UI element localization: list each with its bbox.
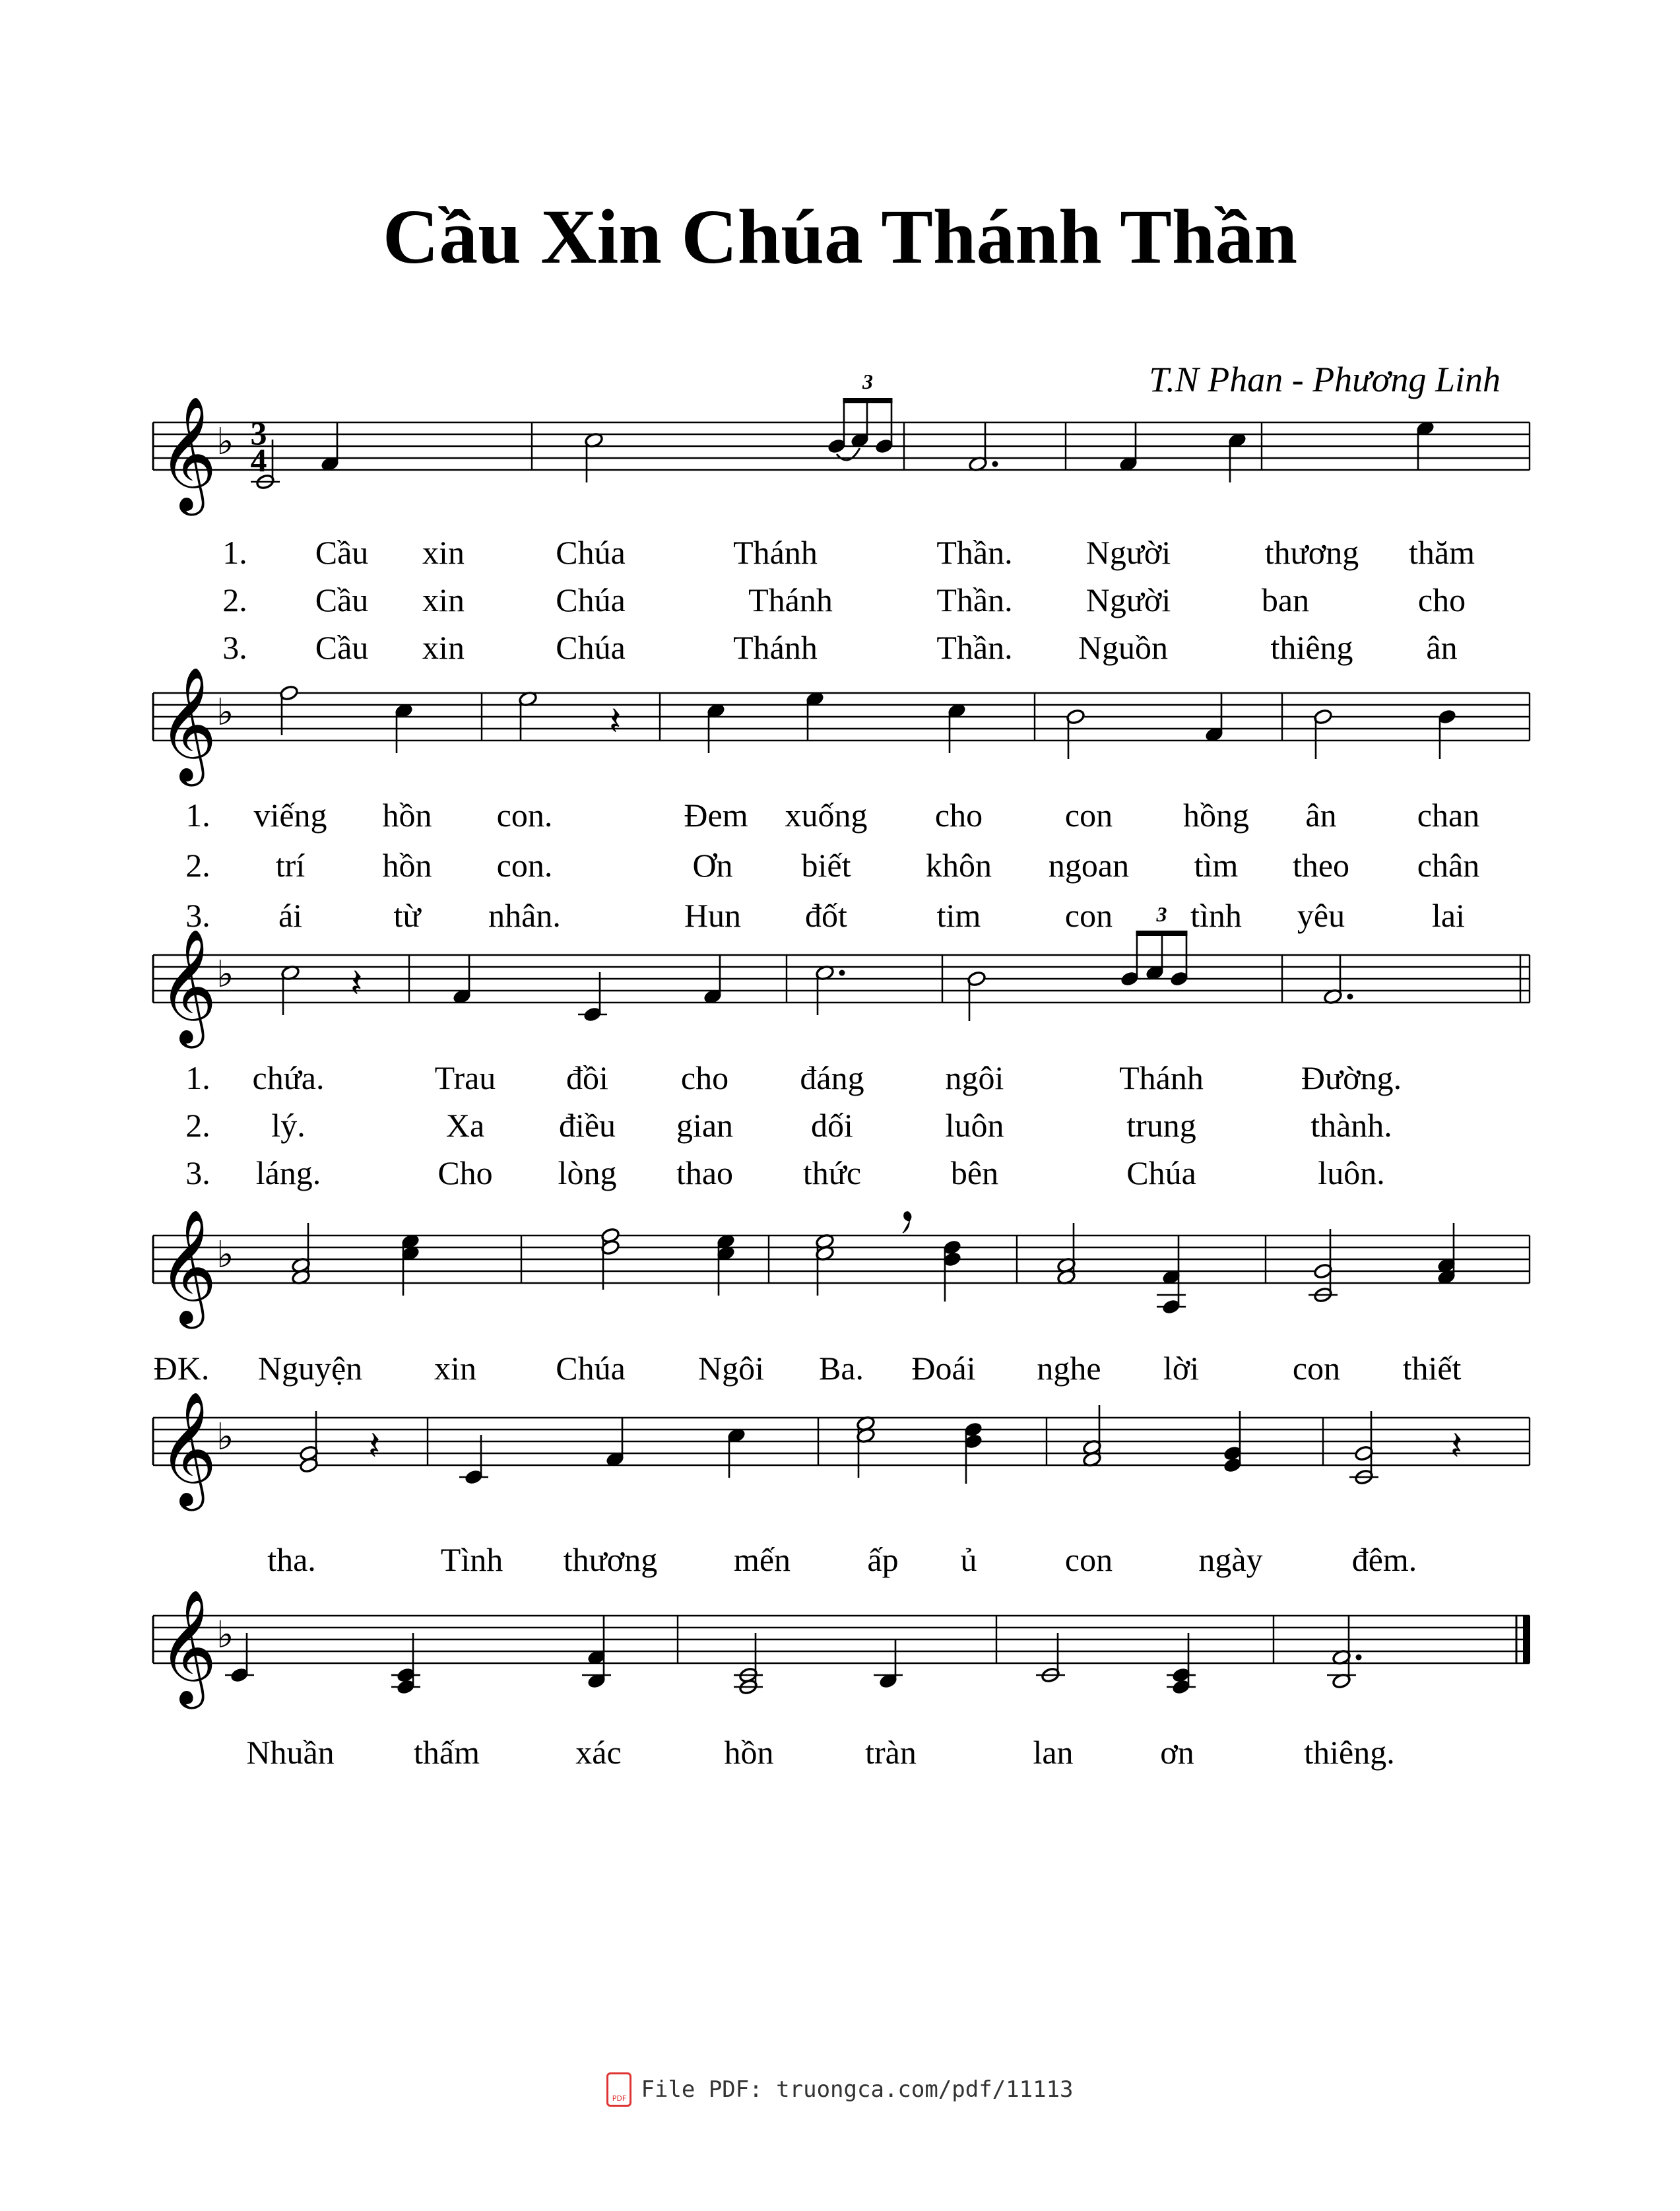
note [734,1633,763,1696]
quarter-rest-icon: 𝄽 [350,960,363,1006]
lyric-syllable: thấm [414,1734,480,1771]
key-signature-flat-icon: ♭ [216,420,234,463]
lyric-syllable: lòng [558,1154,617,1191]
lyric-syllable: theo [1292,847,1350,884]
lyric-syllable: luôn. [1318,1154,1385,1191]
lyric-syllable: thăm [1409,534,1475,571]
lyric-syllable: chân [1417,847,1480,884]
lyric-syllable: Thần. [936,581,1013,618]
quarter-rest-icon: 𝄽 [1450,1423,1463,1469]
verse-number: 3. [185,1154,210,1191]
verse-number: 3. [222,629,247,666]
lyric-syllable: Ba. [818,1350,864,1387]
lyric-syllable: tha. [267,1541,316,1578]
treble-clef-icon: 𝄞 [158,1209,217,1324]
lyric-syllable: Tình [440,1541,503,1578]
verse-number: 2. [185,1107,210,1144]
lyric-syllable: Nhuần [246,1734,335,1771]
lyric-syllable: Thánh [733,534,818,571]
key-signature-flat-icon: ♭ [216,1416,234,1459]
note [874,1639,903,1690]
lyric-syllable: cho [1417,581,1466,618]
lyric-syllable: tình [1190,897,1242,934]
lyric-syllable: lời [1163,1350,1200,1387]
lyric-syllable: Đem [684,797,748,834]
lyric-syllable: Đường. [1301,1059,1402,1096]
lyric-syllable: tìm [1194,847,1239,884]
lyric-syllable: chan [1417,797,1480,834]
note [1167,1633,1196,1696]
treble-clef-icon: 𝄞 [158,1589,217,1704]
lyric-syllable: tim [936,897,981,934]
treble-clef-icon: 𝄞 [158,929,217,1043]
lyric-syllable: Thánh [1119,1059,1204,1096]
treble-clef-icon: 𝄞 [158,667,217,781]
lyric-syllable: hồn [724,1734,774,1771]
lyric-syllable: Thần. [936,534,1013,571]
verse-number: 3. [185,897,210,934]
lyric-syllable: lan [1033,1734,1074,1771]
lyric-syllable: xin [422,581,465,618]
lyric-syllable: Thánh [733,629,818,666]
lyric-syllable: thành. [1310,1107,1392,1144]
lyric-syllable: Chúa [556,629,626,666]
lyric-syllable: con [1064,897,1113,934]
lyric-syllable: Cầu [315,629,369,666]
lyric-syllable: thiết [1402,1350,1462,1387]
lyric-syllable: viếng [253,797,327,834]
lyric-syllable: Chúa [1126,1154,1196,1191]
verse-number: 1. [222,534,247,571]
lyric-syllable: chứa. [252,1059,325,1096]
lyric-syllable: ngoan [1048,847,1130,884]
verse-number: 1. [185,797,210,834]
lyric-syllable: hồn [382,797,432,834]
composer-credit: T.N Phan - Phương Linh [1149,360,1501,399]
lyric-syllable: hồng [1183,797,1249,834]
tuplet-label: 3 [862,370,873,393]
lyric-syllable: xác [575,1734,622,1771]
lyric-syllable: Cho [437,1154,493,1191]
lyric-syllable: trí [275,847,306,884]
lyric-syllable: Thần. [936,629,1013,666]
lyric-syllable: Ngôi [698,1350,764,1387]
lyric-syllable: con [1064,1541,1113,1578]
lyric-syllable: Ơn [692,847,733,884]
lyric-syllable: nghe [1037,1350,1101,1387]
key-signature-flat-icon: ♭ [216,691,234,734]
lyric-syllable: khôn [926,847,992,884]
lyric-syllable: Nguồn [1078,629,1169,666]
note [1036,1633,1065,1684]
lyric-syllable: trung [1126,1107,1196,1144]
lyric-syllable: cho [934,797,983,834]
lyric-syllable: con. [496,847,553,884]
key-signature-flat-icon: ♭ [216,1614,234,1657]
lyric-syllable: Cầu [315,534,369,571]
lyric-syllable: đêm. [1351,1541,1417,1578]
lyric-syllable: biết [801,847,851,884]
lyric-syllable: ân [1426,629,1458,666]
lyric-syllable: lai [1432,897,1465,934]
key-signature-flat-icon: ♭ [216,1234,234,1276]
lyric-syllable: ngày [1198,1541,1263,1578]
lyric-syllable: thiêng [1270,629,1353,666]
treble-clef-icon: 𝄞 [158,396,217,511]
lyric-syllable: thức [802,1154,862,1191]
tuplet-label: 3 [1156,902,1167,926]
note [391,1633,420,1696]
time-signature-bottom: 4 [250,442,267,478]
verse-number: 2. [185,847,210,884]
refrain-label: ĐK. [153,1350,210,1387]
lyric-syllable: Cầu [315,581,369,618]
lyric-syllable: xuống [785,797,868,834]
lyric-syllable: từ [393,897,421,934]
note [1327,1615,1362,1690]
lyric-syllable: Đoái [911,1350,976,1387]
lyric-syllable: cho [680,1059,729,1096]
lyric-syllable: dối [811,1107,853,1144]
lyric-syllable: ân [1305,797,1337,834]
lyric-syllable: gian [676,1107,734,1144]
verse-number: 1. [185,1059,210,1096]
lyric-syllable: thương [1264,534,1359,571]
lyric-syllable: lý. [271,1107,306,1144]
quarter-rest-icon: 𝄽 [368,1423,381,1469]
verse-number: 2. [222,581,247,618]
lyric-syllable: ơn [1160,1734,1194,1771]
lyric-syllable: điều [558,1107,616,1144]
lyric-syllable: Nguyện [257,1350,363,1387]
song-title: Cầu Xin Chúa Thánh Thần [382,193,1298,280]
lyric-syllable: ủ [960,1541,977,1578]
lyric-syllable: Xa [445,1107,485,1144]
lyric-syllable: con [1292,1350,1341,1387]
augmentation-dot [1356,1655,1362,1661]
lyric-syllable: thao [676,1154,734,1191]
lyric-syllable: Trau [434,1059,496,1096]
key-signature-flat-icon: ♭ [216,953,234,996]
lyric-syllable: luôn [945,1107,1004,1144]
lyric-syllable: Người [1085,581,1171,618]
lyric-syllable: láng. [255,1154,321,1191]
lyric-syllable: xin [434,1350,476,1387]
lyric-line [0,1736,1680,1775]
lyric-syllable: con. [496,797,553,834]
lyric-syllable: thiêng. [1304,1734,1395,1771]
footer-link-text[interactable]: File PDF: truongca.com/pdf/11113 [641,2076,1074,2103]
lyric-syllable: ấp [867,1541,899,1578]
lyric-syllable: Thánh [748,581,833,618]
lyric-syllable: đồi [566,1059,608,1096]
pdf-icon-label: PDF [612,2094,627,2103]
lyric-syllable: ngôi [945,1059,1004,1096]
time-signature-top: 3 [250,414,267,451]
lyric-syllable: Chúa [556,581,626,618]
treble-clef-icon: 𝄞 [158,1391,217,1506]
lyric-syllable: ban [1261,581,1310,618]
lyric-syllable: Hun [684,897,742,934]
lyric-syllable: xin [422,534,465,571]
lyric-syllable: bên [950,1154,999,1191]
lyric-syllable: ái [278,897,303,934]
lyric-syllable: đáng [800,1059,864,1096]
lyric-syllable: xin [422,629,465,666]
final-barline-thick [1523,1616,1530,1663]
lyric-syllable: đốt [805,897,847,934]
lyric-syllable: yêu [1297,897,1345,934]
lyric-syllable: hồn [382,847,432,884]
lyric-syllable: tràn [865,1734,917,1771]
lyric-syllable: Người [1085,534,1171,571]
lyric-syllable: Chúa [556,1350,626,1387]
lyric-syllable: nhân. [488,897,561,934]
lyric-syllable: Chúa [556,534,626,571]
footer[interactable] [0,2072,1680,2107]
quarter-rest-icon: 𝄽 [609,698,622,744]
lyric-syllable: con [1064,797,1113,834]
note [582,1615,611,1690]
lyric-syllable: mến [733,1541,791,1578]
pdf-icon [606,2072,631,2107]
lyric-syllable: thương [563,1541,658,1578]
